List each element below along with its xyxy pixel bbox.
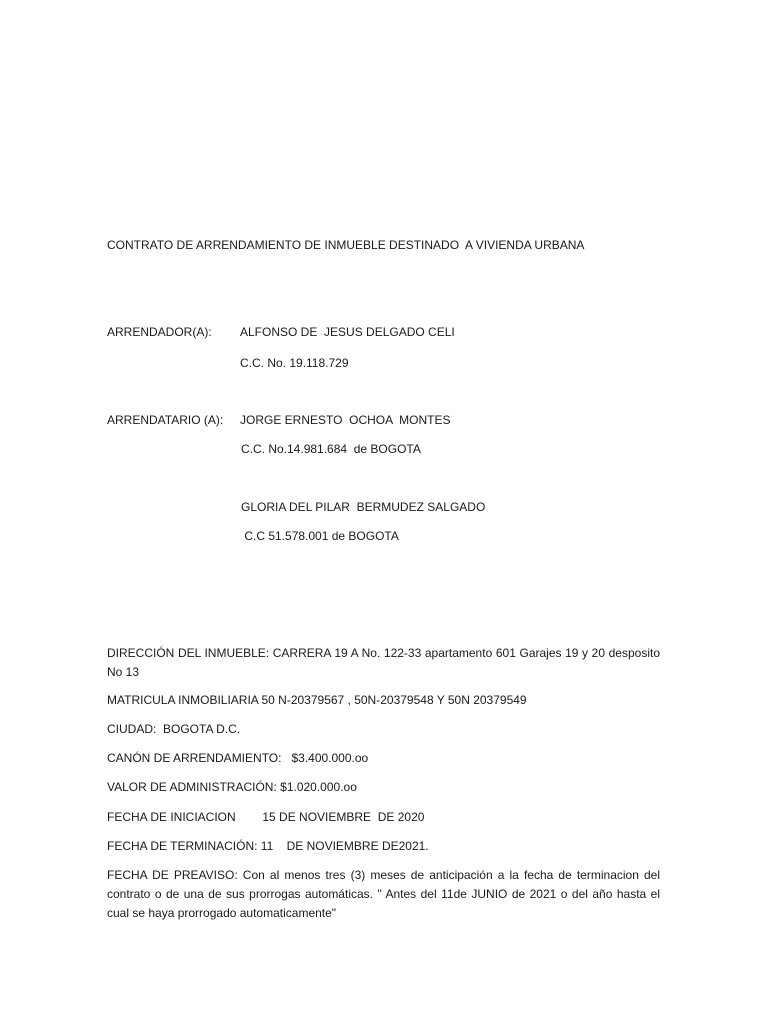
arrendador-id: C.C. No. 19.118.729 bbox=[240, 356, 349, 370]
valor-administracion: VALOR DE ADMINISTRACIÓN: $1.020.000.oo bbox=[107, 780, 357, 794]
canon-arrendamiento: CANÓN DE ARRENDAMIENTO: $3.400.000.oo bbox=[107, 751, 369, 765]
fecha-iniciacion: FECHA DE INICIACION 15 DE NOVIEMBRE DE 2020 bbox=[107, 810, 425, 824]
arrendatario-id-1: C.C. No.14.981.684 de BOGOTA bbox=[241, 442, 421, 456]
ciudad: CIUDAD: BOGOTA D.C. bbox=[107, 722, 241, 736]
fecha-preaviso: FECHA DE PREAVISO: Con al menos tres (3) meses de anticipación a la fecha de terminacion del contrato o de una de sus prorrogas automáticas. " Antes del 11de JUNIO de 2021 o del año hasta el cual se haya prorrogado automaticamente" bbox=[107, 868, 660, 920]
arrendatario-id-2: C.C 51.578.001 de BOGOTA bbox=[241, 529, 399, 543]
contract-title: CONTRATO DE ARRENDAMIENTO DE INMUEBLE DESTINADO A VIVIENDA URBANA bbox=[107, 238, 585, 252]
matricula-inmobiliaria: MATRICULA INMOBILIARIA 50 N-20379567 , 50N-20379548 Y 50N 20379549 bbox=[107, 693, 527, 707]
fecha-terminacion: FECHA DE TERMINACIÓN: 11 DE NOVIEMBRE DE2021. bbox=[107, 839, 429, 853]
arrendador-label: ARRENDADOR(A): bbox=[107, 325, 212, 339]
arrendador-name: ALFONSO DE JESUS DELGADO CELI bbox=[240, 325, 455, 339]
arrendatario-label: ARRENDATARIO (A): bbox=[107, 413, 224, 427]
arrendatario-name-2: GLORIA DEL PILAR BERMUDEZ SALGADO bbox=[241, 500, 486, 514]
arrendatario-name-1: JORGE ERNESTO OCHOA MONTES bbox=[240, 413, 451, 427]
direccion-inmueble: DIRECCIÓN DEL INMUEBLE: CARRERA 19 A No. 122-33 apartamento 601 Garajes 19 y 20 desposito No 13 bbox=[107, 646, 660, 679]
